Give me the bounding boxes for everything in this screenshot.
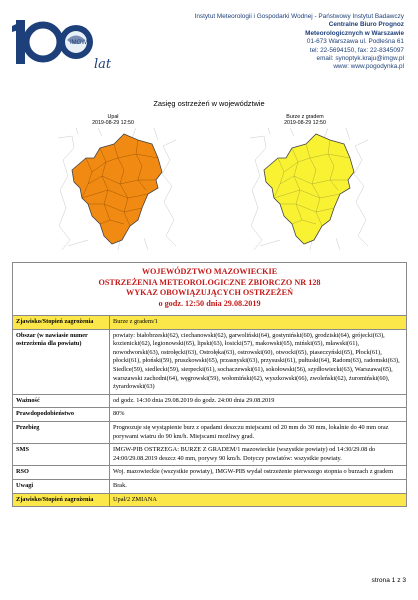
value-phenomenon-2: Upał/2 ZMIANA (110, 493, 407, 507)
institute-name: Instytut Meteorologii i Gospodarki Wodnej - Państwowy Instytut Badawczy (194, 13, 404, 20)
warning-table (12, 262, 407, 507)
label-sms: SMS (13, 444, 110, 466)
region-title: WOJEWÓDZTWO MAZOWIECKIE (141, 267, 278, 276)
label-course: Przebieg (13, 421, 110, 443)
label-phenomenon-2: Zjawisko/Stopień zagrożenia (13, 493, 110, 507)
value-area: powiaty: białobrzeski(62), ciechanowski(62), garwoliński(64), gostyniński(60), grodziski(64), grójecki(63), kozienicki(62), legionowski(65), lipski(63), łosicki(57), makowski(65), miński(65), mławski(61), nowodworski(63), ostrołęcki(63), Ostrołęka(63), ostrowski(60), otwocki(65), piaseczyński(65), Płock(61), płocki(61), płoński(59), pruszkowski(65), przasnyski(63), przysuski(61), pułtuski(64), Radom(63), radomski(63), Siedlce(59), siedlecki(59), sierpecki(61), sochaczewski(61), sokołowski(56), szydłowiecki(63), Warszawa(65), warszawski zachodni(64), węgrowski(59), wołomiński(62), wyszkowski(66), zwoleński(62), żuromiński(60), żyrardowski(63) (110, 329, 407, 394)
row-probability (13, 408, 407, 422)
map-right-time: 2019-08-29 12:50 (284, 120, 326, 127)
map-left-caption (58, 114, 168, 127)
row-remarks (13, 479, 407, 493)
email: email: synoptyk.kraju@imgw.pl (316, 55, 404, 63)
label-area (13, 329, 110, 394)
row-sms (13, 444, 407, 466)
value-validity: od godz. 14:30 dnia 29.08.2019 do godz. 24:00 dnia 29.08.2019 (110, 394, 407, 408)
svg-text:IMGW: IMGW (70, 40, 87, 46)
map-right-caption (250, 114, 360, 127)
label-area-note: (w nawiasie numer ostrzeżenia dla powiatu) (16, 331, 88, 348)
label-phenomenon: Zjawisko/Stopień zagrożenia (13, 316, 110, 330)
label-remarks: Uwagi (13, 479, 110, 493)
map-left-time: 2019-08-29 12:50 (92, 120, 134, 127)
value-probability: 80% (110, 408, 407, 422)
bulletin-number: OSTRZEŻENIA METEOROLOGICZNE ZBIORCZO NR 128 (98, 277, 321, 287)
value-remarks: Brak. (110, 479, 407, 493)
office-name-line1: Centralne Biuro Prognoz (328, 21, 404, 29)
issue-time: o godz. 12:50 dnia 29.08.2019 (158, 298, 261, 308)
voivodeship-shape-right (264, 134, 354, 244)
value-sms: IMGW-PIB OSTRZEGA: BURZE Z GRADEM/1 mazowieckie (wszystkie powiaty) od 14:30/29.08 do 24:00/29.08.2019 deszcz 40 mm, porywy 90 km/h. Dotyczy powiatów: wszystkie powiaty. (110, 444, 407, 466)
label-rso: RSO (13, 466, 110, 480)
website: www: www.pogodynka.pl (333, 63, 404, 71)
map-storm-warning (250, 128, 368, 250)
row-area (13, 329, 407, 394)
institute-header (134, 13, 404, 72)
row-validity (13, 394, 407, 408)
row-rso (13, 466, 407, 480)
svg-text:lat: lat (94, 57, 112, 70)
value-rso: Woj. mazowieckie (wszystkie powiaty), IMGW-PIB wydał ostrzeżenie pierwszego stopnia o burzach z gradem (110, 466, 407, 480)
map-left-phenomenon: Upał (107, 114, 119, 120)
phone-fax: tel: 22-5694150, fax: 22-8345097 (309, 46, 404, 54)
list-title: WYKAZ OBOWIĄZUJĄCYCH OSTRZEŻEŃ (126, 288, 293, 297)
row-phenomenon (13, 316, 407, 330)
label-probability: Prawdopodobieństwo (13, 408, 110, 422)
label-area-text: Obszar (16, 331, 36, 339)
voivodeship-shape-left (72, 134, 162, 244)
warning-header (13, 263, 407, 316)
page-number: strona 1 z 3 (371, 577, 406, 584)
value-course: Prognozuje się wystąpienie burz z opadami deszczu miejscami od 20 mm do 30 mm, lokalnie do 40 mm oraz porywami wiatru do 90 km/h. Miejscami możliwy grad. (110, 421, 407, 443)
map-heat-warning (58, 128, 176, 250)
maps-title: Zasięg ostrzeżeń w województwie (153, 99, 265, 108)
office-name-line2: Meteorologicznych w Warszawie (305, 29, 404, 37)
map-right-phenomenon: Burze z gradem (286, 114, 324, 120)
address: 01-673 Warszawa ul. Podleśna 61 (306, 38, 404, 46)
value-phenomenon: Burze z gradem/1 (110, 316, 407, 330)
label-validity: Ważność (13, 394, 110, 408)
row-phenomenon-2 (13, 493, 407, 507)
imgw-100-lat-logo (12, 12, 122, 70)
row-course (13, 421, 407, 443)
